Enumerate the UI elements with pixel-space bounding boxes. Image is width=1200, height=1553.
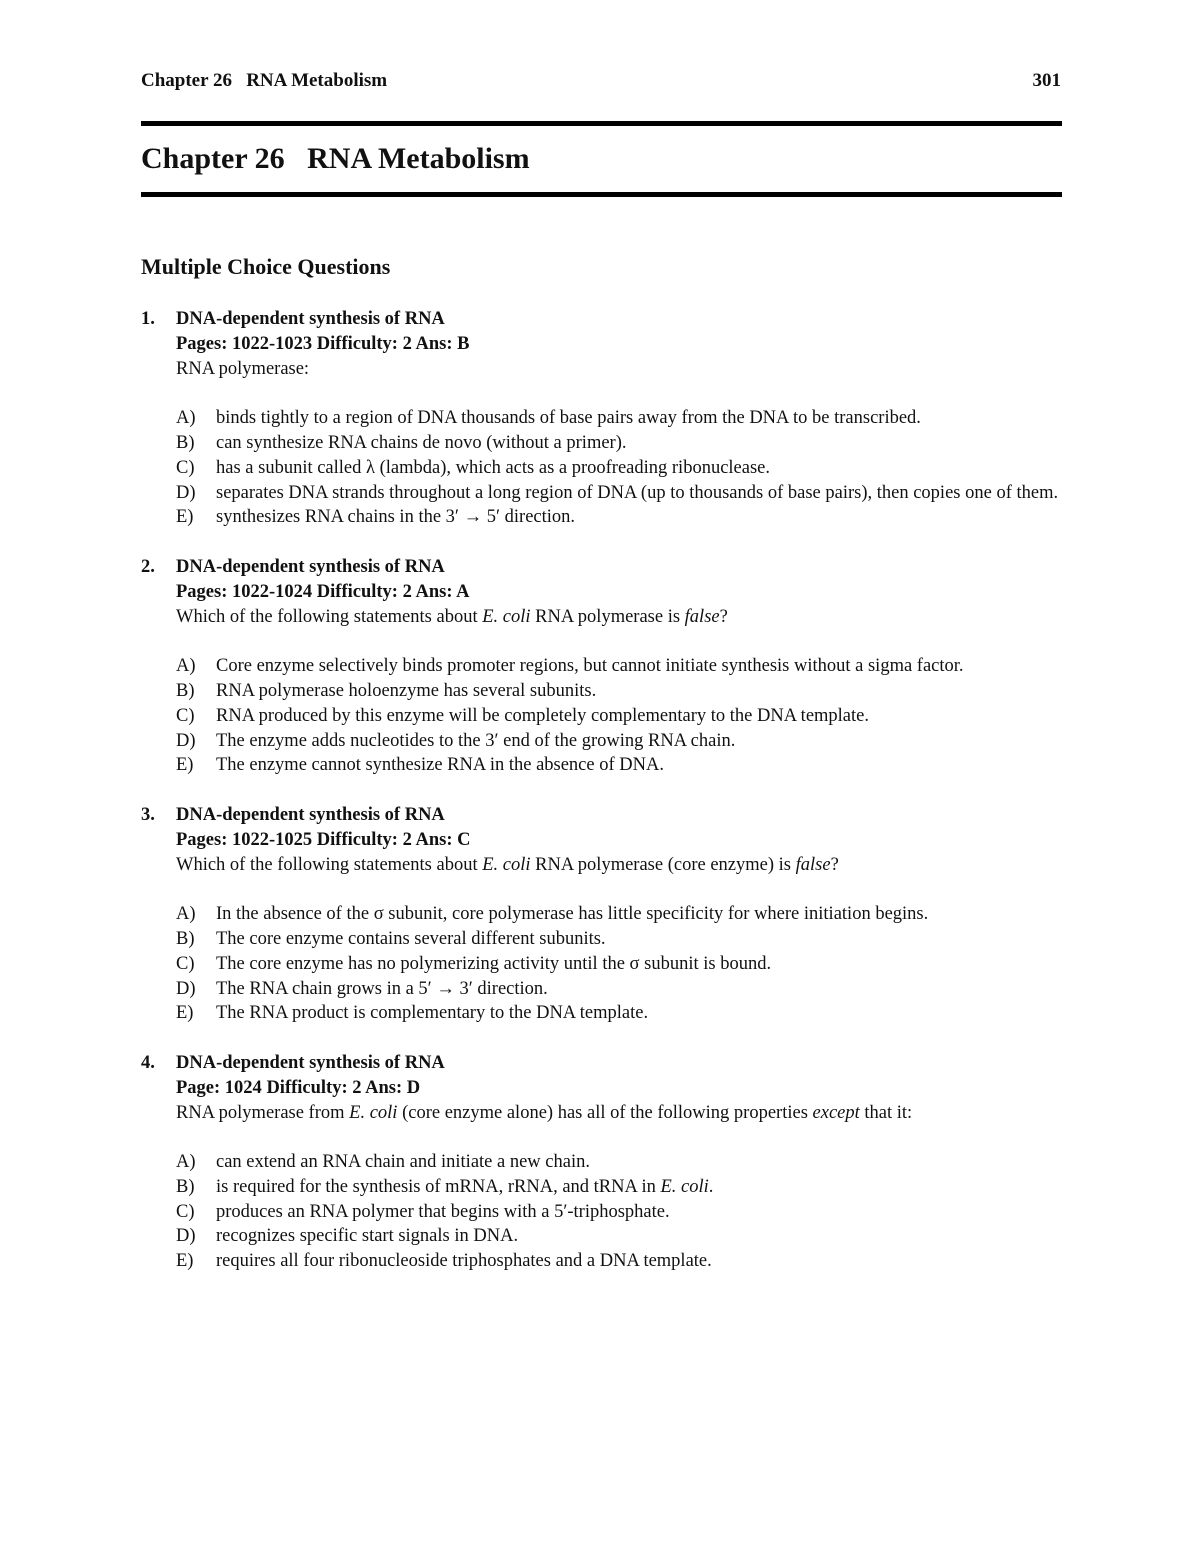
option-b: B) is required for the synthesis of mRNA, rRNA, and tRNA in E. coli.: [176, 1176, 714, 1197]
option-e: E) The enzyme cannot synthesize RNA in the absence of DNA.: [176, 755, 664, 776]
option-a: A) can extend an RNA chain and initiate a new chain.: [176, 1152, 590, 1173]
question-list: [141, 307, 1061, 1299]
question-pages: Pages: 1022-1024: [176, 581, 313, 602]
question-difficulty: Difficulty: 2: [316, 333, 412, 354]
option-a: A) Core enzyme selectively binds promoter regions, but cannot initiate synthesis without a sigma factor.: [176, 656, 964, 677]
question-4: [141, 1051, 1061, 1274]
question-stem: RNA polymerase:: [176, 358, 310, 379]
option-c: C) has a subunit called λ (lambda), which acts as a proofreading ribonuclease.: [176, 457, 771, 478]
option-b: B) The core enzyme contains several different subunits.: [176, 928, 606, 949]
question-pages: Pages: 1022-1023: [176, 333, 313, 354]
question-answer: Ans: D: [365, 1077, 421, 1098]
chapter-title: Chapter 26 RNA Metabolism: [141, 142, 530, 175]
section-heading: Multiple Choice Questions: [141, 254, 391, 279]
question-topic: DNA-dependent synthesis of RNA: [176, 1052, 445, 1073]
question-3: [141, 803, 1061, 1026]
question-topic: DNA-dependent synthesis of RNA: [176, 309, 445, 329]
option-d: D) The RNA chain grows in a 5′ → 3′ direction.: [176, 978, 548, 999]
option-e: E) The RNA product is complementary to the DNA template.: [176, 1003, 649, 1024]
question-meta: [176, 332, 1061, 357]
question-stem: Which of the following statements about E. coli RNA polymerase is false?: [176, 606, 728, 627]
question-difficulty: Difficulty: 2: [316, 829, 412, 850]
option-c: C) The core enzyme has no polymerizing activity until the σ subunit is bound.: [176, 953, 772, 974]
question-stem: RNA polymerase from E. coli (core enzyme alone) has all of the following properties except that it:: [176, 1102, 913, 1123]
option-c: C) RNA produced by this enzyme will be completely complementary to the DNA template.: [176, 705, 869, 726]
option-a: A) binds tightly to a region of DNA thousands of base pairs away from the DNA to be transcribed.: [176, 408, 921, 429]
option-list: [176, 902, 1061, 1026]
question-pages: Page: 1024: [176, 1077, 262, 1098]
bottom-rule: [141, 192, 1062, 197]
top-rule: [141, 121, 1062, 126]
running-title: Chapter 26 RNA Metabolism: [141, 70, 388, 91]
option-a: A) In the absence of the σ subunit, core polymerase has little specificity for where initiation begins.: [176, 904, 929, 925]
question-1: [141, 307, 1061, 530]
option-b: B) RNA polymerase holoenzyme has several subunits.: [176, 680, 597, 701]
option-d: D) The enzyme adds nucleotides to the 3′ end of the growing RNA chain.: [176, 730, 736, 751]
option-d: D) recognizes specific start signals in DNA.: [176, 1226, 519, 1247]
question-topic: DNA-dependent synthesis of RNA: [176, 556, 445, 577]
option-list: [176, 654, 1061, 778]
question-topic: DNA-dependent synthesis of RNA: [176, 804, 445, 825]
question-stem: Which of the following statements about E. coli RNA polymerase (core enzyme) is false?: [176, 854, 839, 875]
question-2: [141, 555, 1061, 778]
question-number: 1.: [141, 309, 155, 329]
option-c: C) produces an RNA polymer that begins with a 5′-triphosphate.: [176, 1201, 670, 1222]
option-d: D) separates DNA strands throughout a long region of DNA (up to thousands of base pairs), then copies one of them.: [176, 482, 1059, 503]
question-answer: Ans: A: [415, 581, 470, 602]
question-number: 2.: [141, 556, 155, 577]
question-answer: Ans: C: [415, 829, 471, 850]
option-list: [176, 406, 1061, 530]
option-e: E) requires all four ribonucleoside triphosphates and a DNA template.: [176, 1251, 712, 1272]
option-e: E) synthesizes RNA chains in the 3′ → 5′ direction.: [176, 507, 576, 528]
question-difficulty: Difficulty: 2: [316, 581, 412, 602]
question-answer: Ans: B: [415, 333, 470, 354]
question-meta: [176, 1076, 1061, 1101]
option-list: [176, 1150, 1061, 1274]
question-meta: [176, 828, 1061, 853]
page-number: 301: [1032, 70, 1061, 91]
question-meta: [176, 580, 1061, 605]
option-b: B) can synthesize RNA chains de novo (without a primer).: [176, 432, 627, 453]
question-number: 3.: [141, 804, 155, 825]
page-header: [141, 70, 1061, 96]
question-number: 4.: [141, 1052, 155, 1073]
question-difficulty: Difficulty: 2: [266, 1077, 362, 1098]
question-pages: Pages: 1022-1025: [176, 829, 313, 850]
